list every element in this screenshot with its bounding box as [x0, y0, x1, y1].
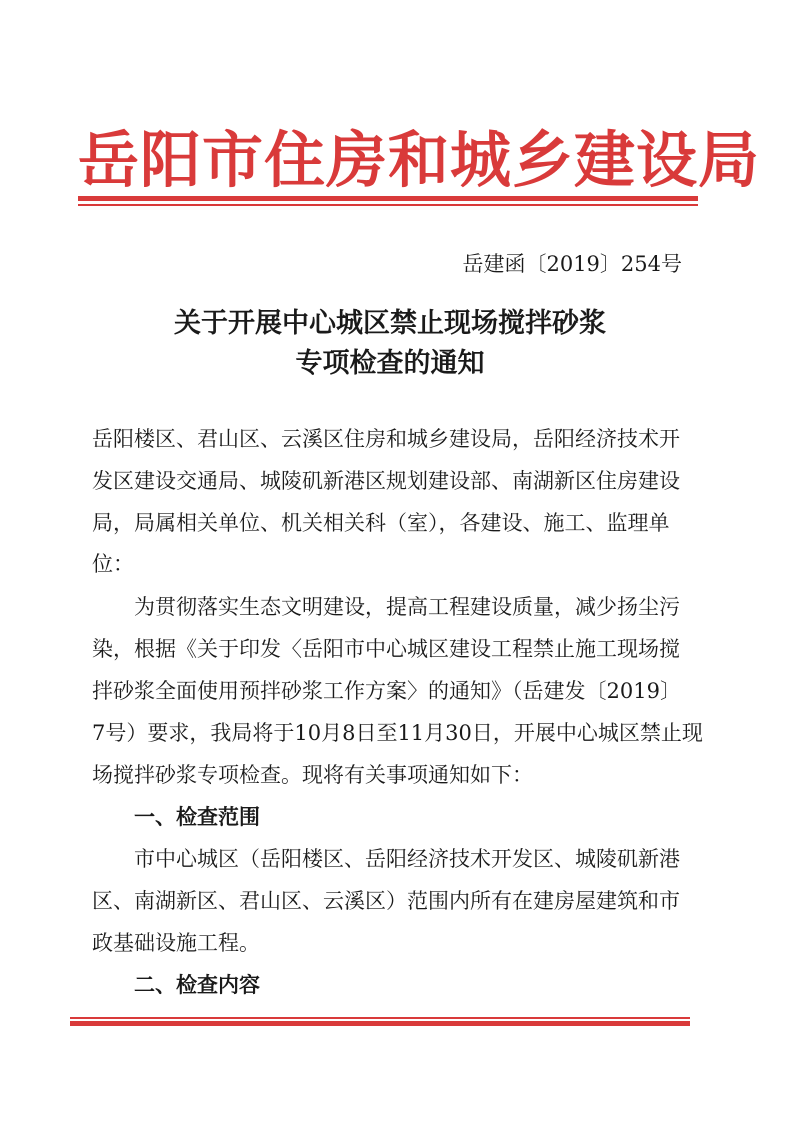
letterhead-red-rule-thin	[78, 204, 698, 206]
addressee-line: 位：	[92, 552, 134, 576]
body-paragraph-line: 7号）要求，我局将于10月8日至11月30日，开展中心城区禁止现	[92, 721, 703, 745]
footer-red-rule-thick	[70, 1021, 690, 1026]
footer-red-rule-thin	[70, 1017, 690, 1019]
document-title-line-2: 专项检查的通知	[295, 348, 485, 379]
body-paragraph-line: 拌砂浆全面使用预拌砂浆工作方案〉的通知》（岳建发〔2019〕	[92, 679, 681, 703]
body-paragraph-line: 政基础设施工程。	[92, 931, 260, 955]
body-paragraph-line: 市中心城区（岳阳楼区、岳阳经济技术开发区、城陵矶新港	[134, 847, 680, 871]
addressee-line: 发区建设交通局、城陵矶新港区规划建设部、南湖新区住房建设	[92, 469, 680, 493]
section-heading-content: 二、检查内容	[134, 972, 260, 997]
body-paragraph-line: 区、南湖新区、君山区、云溪区）范围内所有在建房屋建筑和市	[92, 889, 680, 913]
body-paragraph-line: 场搅拌砂浆专项检查。现将有关事项通知如下：	[92, 763, 533, 787]
section-heading-scope: 一、检查范围	[134, 804, 260, 829]
body-paragraph-line: 染，根据《关于印发〈岳阳市中心城区建设工程禁止施工现场搅	[92, 637, 680, 661]
document-number: 岳建函〔2019〕254号	[462, 252, 682, 276]
letterhead-red-rule-thick	[78, 196, 698, 201]
addressee-line: 局，局属相关单位、机关相关科（室），各建设、施工、监理单	[92, 511, 670, 535]
letterhead-issuer: 岳阳市住房和城乡建设局	[78, 125, 761, 196]
body-paragraph-line: 为贯彻落实生态文明建设，提高工程建设质量，减少扬尘污	[134, 595, 680, 619]
addressee-line: 岳阳楼区、君山区、云溪区住房和城乡建设局，岳阳经济技术开	[92, 427, 680, 451]
document-title-line-1: 关于开展中心城区禁止现场搅拌砂浆	[174, 308, 606, 339]
